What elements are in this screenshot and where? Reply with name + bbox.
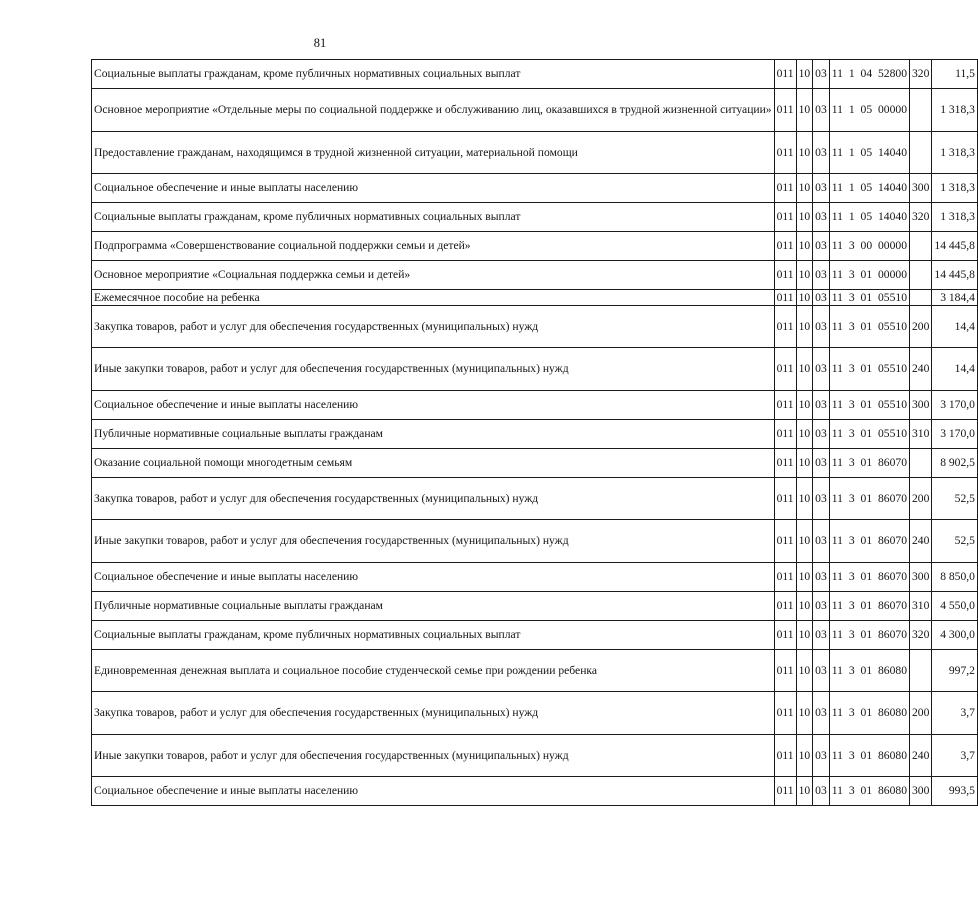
row-name: Основное мероприятие «Отдельные меры по социальной поддержке и обслуживанию лиц, оказавшихся в трудной жизненной ситуации» bbox=[92, 89, 775, 132]
row-amount: 52,5 bbox=[932, 520, 978, 563]
table-row bbox=[92, 419, 978, 448]
row-expense-type-code bbox=[910, 131, 932, 174]
row-section-code: 10 bbox=[796, 390, 813, 419]
row-section-code: 10 bbox=[796, 261, 813, 290]
row-target-article-code: 11 3 01 05510 bbox=[829, 305, 909, 348]
row-target-article-code: 11 3 01 05510 bbox=[829, 419, 909, 448]
row-name: Публичные нормативные социальные выплаты гражданам bbox=[92, 419, 775, 448]
budget-table bbox=[91, 59, 978, 806]
row-subsection-code: 03 bbox=[813, 419, 830, 448]
row-section-code: 10 bbox=[796, 305, 813, 348]
row-ministry-code: 011 bbox=[774, 734, 796, 777]
row-section-code: 10 bbox=[796, 520, 813, 563]
row-section-code: 10 bbox=[796, 232, 813, 261]
row-expense-type-code: 300 bbox=[910, 562, 932, 591]
row-ministry-code: 011 bbox=[774, 348, 796, 391]
row-name: Закупка товаров, работ и услуг для обеспечения государственных (муниципальных) нужд bbox=[92, 477, 775, 520]
row-subsection-code: 03 bbox=[813, 89, 830, 132]
table-row bbox=[92, 232, 978, 261]
row-subsection-code: 03 bbox=[813, 348, 830, 391]
row-expense-type-code: 200 bbox=[910, 477, 932, 520]
row-target-article-code: 11 3 01 86080 bbox=[829, 649, 909, 692]
row-subsection-code: 03 bbox=[813, 591, 830, 620]
row-name: Единовременная денежная выплата и социальное пособие студенческой семье при рождении ребенка bbox=[92, 649, 775, 692]
row-target-article-code: 11 3 01 86070 bbox=[829, 591, 909, 620]
row-expense-type-code bbox=[910, 290, 932, 306]
row-amount: 3,7 bbox=[932, 734, 978, 777]
row-amount: 52,5 bbox=[932, 477, 978, 520]
row-section-code: 10 bbox=[796, 692, 813, 735]
row-ministry-code: 011 bbox=[774, 203, 796, 232]
row-name: Социальное обеспечение и иные выплаты населению bbox=[92, 174, 775, 203]
row-ministry-code: 011 bbox=[774, 390, 796, 419]
row-name: Иные закупки товаров, работ и услуг для обеспечения государственных (муниципальных) нужд bbox=[92, 348, 775, 391]
row-section-code: 10 bbox=[796, 448, 813, 477]
row-subsection-code: 03 bbox=[813, 649, 830, 692]
row-amount: 8 850,0 bbox=[932, 562, 978, 591]
row-section-code: 10 bbox=[796, 777, 813, 806]
row-section-code: 10 bbox=[796, 562, 813, 591]
row-ministry-code: 011 bbox=[774, 419, 796, 448]
row-subsection-code: 03 bbox=[813, 520, 830, 563]
row-name: Основное мероприятие «Социальная поддержка семьи и детей» bbox=[92, 261, 775, 290]
row-expense-type-code: 300 bbox=[910, 174, 932, 203]
row-subsection-code: 03 bbox=[813, 174, 830, 203]
row-expense-type-code bbox=[910, 649, 932, 692]
row-subsection-code: 03 bbox=[813, 692, 830, 735]
row-target-article-code: 11 3 01 86080 bbox=[829, 692, 909, 735]
row-subsection-code: 03 bbox=[813, 777, 830, 806]
row-subsection-code: 03 bbox=[813, 734, 830, 777]
row-target-article-code: 11 1 05 00000 bbox=[829, 89, 909, 132]
row-section-code: 10 bbox=[796, 131, 813, 174]
row-target-article-code: 11 3 01 86070 bbox=[829, 477, 909, 520]
row-ministry-code: 011 bbox=[774, 620, 796, 649]
row-amount: 3 184,4 bbox=[932, 290, 978, 306]
row-target-article-code: 11 3 01 86080 bbox=[829, 734, 909, 777]
row-ministry-code: 011 bbox=[774, 692, 796, 735]
row-ministry-code: 011 bbox=[774, 591, 796, 620]
row-subsection-code: 03 bbox=[813, 131, 830, 174]
row-ministry-code: 011 bbox=[774, 174, 796, 203]
row-subsection-code: 03 bbox=[813, 203, 830, 232]
table-row bbox=[92, 89, 978, 132]
table-row bbox=[92, 290, 978, 306]
row-name: Оказание социальной помощи многодетным семьям bbox=[92, 448, 775, 477]
table-row bbox=[92, 131, 978, 174]
row-expense-type-code: 320 bbox=[910, 620, 932, 649]
row-expense-type-code: 200 bbox=[910, 692, 932, 735]
table-row bbox=[92, 734, 978, 777]
row-amount: 14,4 bbox=[932, 348, 978, 391]
row-ministry-code: 011 bbox=[774, 777, 796, 806]
row-ministry-code: 011 bbox=[774, 89, 796, 132]
row-section-code: 10 bbox=[796, 60, 813, 89]
row-ministry-code: 011 bbox=[774, 261, 796, 290]
row-expense-type-code bbox=[910, 232, 932, 261]
row-amount: 1 318,3 bbox=[932, 89, 978, 132]
row-target-article-code: 11 1 05 14040 bbox=[829, 203, 909, 232]
row-amount: 4 550,0 bbox=[932, 591, 978, 620]
row-subsection-code: 03 bbox=[813, 305, 830, 348]
table-row bbox=[92, 620, 978, 649]
row-amount: 4 300,0 bbox=[932, 620, 978, 649]
row-subsection-code: 03 bbox=[813, 477, 830, 520]
row-name: Социальное обеспечение и иные выплаты населению bbox=[92, 777, 775, 806]
table-row bbox=[92, 390, 978, 419]
row-expense-type-code: 310 bbox=[910, 419, 932, 448]
row-target-article-code: 11 3 01 00000 bbox=[829, 261, 909, 290]
row-target-article-code: 11 3 01 86070 bbox=[829, 448, 909, 477]
row-target-article-code: 11 3 01 86080 bbox=[829, 777, 909, 806]
row-expense-type-code: 310 bbox=[910, 591, 932, 620]
row-section-code: 10 bbox=[796, 419, 813, 448]
row-name: Публичные нормативные социальные выплаты гражданам bbox=[92, 591, 775, 620]
row-ministry-code: 011 bbox=[774, 562, 796, 591]
row-target-article-code: 11 1 05 14040 bbox=[829, 131, 909, 174]
row-subsection-code: 03 bbox=[813, 562, 830, 591]
row-target-article-code: 11 1 05 14040 bbox=[829, 174, 909, 203]
row-section-code: 10 bbox=[796, 348, 813, 391]
row-name: Предоставление гражданам, находящимся в трудной жизненной ситуации, материальной помощи bbox=[92, 131, 775, 174]
row-ministry-code: 011 bbox=[774, 448, 796, 477]
row-subsection-code: 03 bbox=[813, 261, 830, 290]
row-expense-type-code bbox=[910, 261, 932, 290]
row-expense-type-code: 320 bbox=[910, 203, 932, 232]
table-row bbox=[92, 692, 978, 735]
row-target-article-code: 11 3 01 86070 bbox=[829, 520, 909, 563]
row-subsection-code: 03 bbox=[813, 290, 830, 306]
row-target-article-code: 11 3 01 05510 bbox=[829, 290, 909, 306]
table-row bbox=[92, 305, 978, 348]
table-row bbox=[92, 348, 978, 391]
row-ministry-code: 011 bbox=[774, 477, 796, 520]
row-expense-type-code bbox=[910, 89, 932, 132]
table-row bbox=[92, 777, 978, 806]
row-expense-type-code: 300 bbox=[910, 390, 932, 419]
row-section-code: 10 bbox=[796, 203, 813, 232]
row-ministry-code: 011 bbox=[774, 60, 796, 89]
row-section-code: 10 bbox=[796, 89, 813, 132]
table-row bbox=[92, 174, 978, 203]
row-amount: 3 170,0 bbox=[932, 419, 978, 448]
row-target-article-code: 11 1 04 52800 bbox=[829, 60, 909, 89]
row-target-article-code: 11 3 01 86070 bbox=[829, 620, 909, 649]
row-amount: 3 170,0 bbox=[932, 390, 978, 419]
row-amount: 8 902,5 bbox=[932, 448, 978, 477]
row-name: Социальные выплаты гражданам, кроме публичных нормативных социальных выплат bbox=[92, 203, 775, 232]
row-section-code: 10 bbox=[796, 734, 813, 777]
row-section-code: 10 bbox=[796, 174, 813, 203]
row-amount: 997,2 bbox=[932, 649, 978, 692]
row-amount: 3,7 bbox=[932, 692, 978, 735]
table-row bbox=[92, 520, 978, 563]
row-amount: 14 445,8 bbox=[932, 232, 978, 261]
row-name: Иные закупки товаров, работ и услуг для обеспечения государственных (муниципальных) нужд bbox=[92, 520, 775, 563]
row-name: Закупка товаров, работ и услуг для обеспечения государственных (муниципальных) нужд bbox=[92, 305, 775, 348]
row-ministry-code: 011 bbox=[774, 232, 796, 261]
row-amount: 1 318,3 bbox=[932, 203, 978, 232]
row-name: Иные закупки товаров, работ и услуг для обеспечения государственных (муниципальных) нужд bbox=[92, 734, 775, 777]
row-amount: 11,5 bbox=[932, 60, 978, 89]
row-expense-type-code: 320 bbox=[910, 60, 932, 89]
table-row bbox=[92, 591, 978, 620]
row-subsection-code: 03 bbox=[813, 232, 830, 261]
row-expense-type-code: 240 bbox=[910, 348, 932, 391]
row-subsection-code: 03 bbox=[813, 390, 830, 419]
row-section-code: 10 bbox=[796, 649, 813, 692]
table-row bbox=[92, 477, 978, 520]
row-name: Закупка товаров, работ и услуг для обеспечения государственных (муниципальных) нужд bbox=[92, 692, 775, 735]
row-amount: 1 318,3 bbox=[932, 174, 978, 203]
row-name: Подпрограмма «Совершенствование социальной поддержки семьи и детей» bbox=[92, 232, 775, 261]
row-target-article-code: 11 3 00 00000 bbox=[829, 232, 909, 261]
table-row bbox=[92, 448, 978, 477]
row-target-article-code: 11 3 01 05510 bbox=[829, 348, 909, 391]
row-ministry-code: 011 bbox=[774, 649, 796, 692]
row-section-code: 10 bbox=[796, 290, 813, 306]
row-amount: 1 318,3 bbox=[932, 131, 978, 174]
row-amount: 14,4 bbox=[932, 305, 978, 348]
row-name: Ежемесячное пособие на ребенка bbox=[92, 290, 775, 306]
row-target-article-code: 11 3 01 05510 bbox=[829, 390, 909, 419]
row-expense-type-code: 200 bbox=[910, 305, 932, 348]
row-target-article-code: 11 3 01 86070 bbox=[829, 562, 909, 591]
row-subsection-code: 03 bbox=[813, 448, 830, 477]
table-body bbox=[92, 60, 978, 806]
row-expense-type-code: 300 bbox=[910, 777, 932, 806]
row-expense-type-code: 240 bbox=[910, 734, 932, 777]
table-row bbox=[92, 203, 978, 232]
page-number: 81 bbox=[313, 36, 327, 50]
row-section-code: 10 bbox=[796, 620, 813, 649]
row-name: Социальное обеспечение и иные выплаты населению bbox=[92, 390, 775, 419]
row-amount: 14 445,8 bbox=[932, 261, 978, 290]
row-subsection-code: 03 bbox=[813, 620, 830, 649]
row-amount: 993,5 bbox=[932, 777, 978, 806]
table-row bbox=[92, 261, 978, 290]
row-expense-type-code bbox=[910, 448, 932, 477]
row-name: Социальные выплаты гражданам, кроме публичных нормативных социальных выплат bbox=[92, 620, 775, 649]
row-ministry-code: 011 bbox=[774, 305, 796, 348]
row-section-code: 10 bbox=[796, 591, 813, 620]
row-name: Социальные выплаты гражданам, кроме публичных нормативных социальных выплат bbox=[92, 60, 775, 89]
row-name: Социальное обеспечение и иные выплаты населению bbox=[92, 562, 775, 591]
table-row bbox=[92, 649, 978, 692]
row-section-code: 10 bbox=[796, 477, 813, 520]
row-ministry-code: 011 bbox=[774, 520, 796, 563]
row-expense-type-code: 240 bbox=[910, 520, 932, 563]
table-row bbox=[92, 60, 978, 89]
row-ministry-code: 011 bbox=[774, 290, 796, 306]
table-row bbox=[92, 562, 978, 591]
row-ministry-code: 011 bbox=[774, 131, 796, 174]
row-subsection-code: 03 bbox=[813, 60, 830, 89]
